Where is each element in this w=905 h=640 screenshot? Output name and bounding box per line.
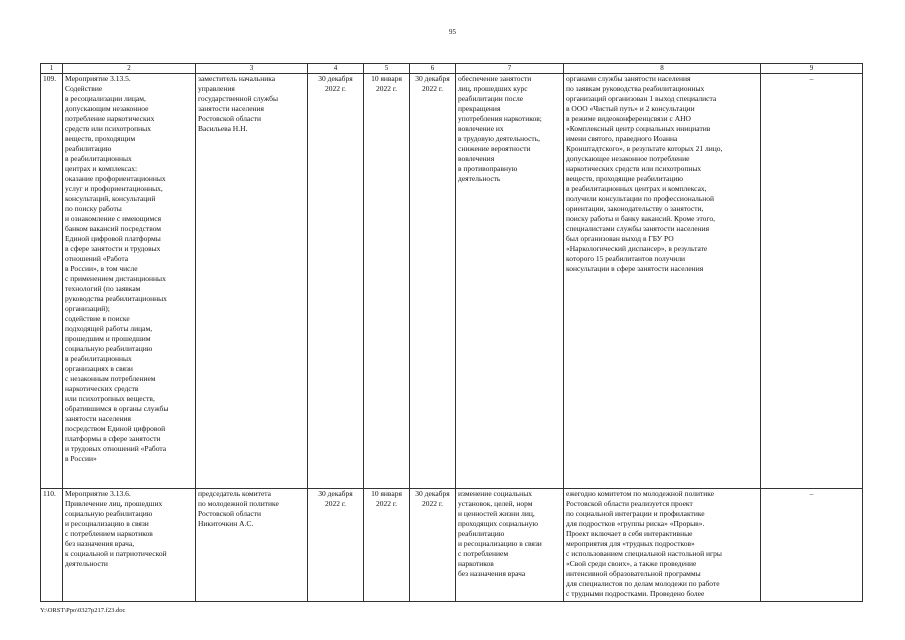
cell-line: органами службы занятости населения [566,74,691,83]
cell-line: технологий (по заявкам [65,284,141,293]
cell-line: с потреблением [458,549,509,558]
cell-line: председатель комитета [198,489,271,498]
cell-line: по молодежной политике [198,499,279,508]
cell-line: занятости населения [65,414,132,423]
cell-line: в ресоциализации лицам, [65,94,146,103]
cell-line: платформы в сфере занятости [65,434,161,443]
cell-line: Ростовской области [198,114,261,123]
cell-line: наркотических средств или психотропных [566,164,702,173]
cell-line: 30 декабря [318,74,353,83]
cell-line: Кронштадтского», в результате которых 21 лицо, [566,144,723,153]
cell-line: Проект включает в себя интерактивные [566,529,693,538]
cell-line: организациях в связи [65,364,133,373]
measure-cell [63,74,196,489]
cell-line: вовлечение их [458,124,504,133]
column-number-row [41,64,863,74]
expected-result-cell [456,74,564,489]
cell-line: к социальной и патриотической [65,549,167,558]
cell-line: с незаконным потреблением [65,374,156,383]
cell-line: веществ, проходящим [65,134,136,143]
cell-line: реабилитации после [458,94,524,103]
cell-line: наркотиков [458,559,494,568]
cell-line: центрах и комплексах: [65,164,138,173]
cell-line: и ценностей жизни лиц, [458,509,535,518]
cell-line: Привлечение лиц, прошедших [65,499,163,508]
cell-line: с использованием специальной настольной игры [566,549,722,558]
cell-line: Никиточкин А.С. [198,519,254,528]
cell-line: допускающим незаконное [65,104,149,113]
cell-line: по социальной интеграции и профилактике [566,509,705,518]
table-row [41,489,863,602]
actual-start-date-cell [364,74,410,489]
col-header: 1 [41,64,63,74]
cell-line: консультации в сфере занятости населения [566,264,704,273]
cell-line: в России», в том числе [65,264,138,273]
cell-line: государственной службы [198,94,278,103]
cell-line: услуг и профориентационных, [65,184,163,193]
cell-line: в сфере занятости и трудовых [65,244,161,253]
col-header: 8 [564,64,761,74]
planned-end-date-cell [308,489,364,602]
cell-line: и трудовых отношений «Работа [65,444,167,453]
cell-line: установок, целей, норм [458,499,533,508]
cell-line: Ростовской области [198,509,261,518]
cell-line: без назначения врача [458,569,526,578]
cell-line: в реабилитационных [65,354,132,363]
planned-end-date-cell [308,74,364,489]
cell-line: с применением дистанционных [65,274,166,283]
cell-line: интенсивной образовательной программы [566,569,701,578]
cell-line: отношений «Работа [65,254,129,263]
note-cell: – [761,74,863,489]
cell-line: «Свой среди своих», а также проведение [566,559,697,568]
cell-line: обратившимся в органы службы [65,404,169,413]
cell-line: ежегодно комитетом по молодежной политике [566,489,715,498]
cell-line: по поиску работы [65,204,122,213]
cell-line: занятости населения [198,104,265,113]
cell-line: употребления наркотиков; [458,114,542,123]
cell-line: деятельность [458,174,501,183]
cell-line: и ресоциализацию в связи [458,539,542,548]
cell-line: для специалистов по делам молодежи по работе [566,579,720,588]
cell-line: в трудовую деятельность, [458,134,541,143]
cell-line: Единой цифровой платформы [65,234,161,243]
cell-line: деятельности [65,559,108,568]
col-header: 6 [410,64,456,74]
actual-end-date-cell [410,489,456,602]
cell-line: 30 декабря [415,74,450,83]
cell-line: веществ, проходящие реабилитацию [566,174,684,183]
cell-line: реабилитацию [65,144,112,153]
note-cell: – [761,489,863,602]
report-table [40,63,863,602]
cell-line: 2022 г. [422,84,443,93]
cell-line: в реабилитационных центрах и комплексах, [566,184,707,193]
cell-line: для подростков «группы риска» «Прорыв». [566,519,705,528]
cell-line: снижение вероятности [458,144,531,153]
cell-line: лиц, прошедших курс [458,84,528,93]
cell-line: мероприятия для «трудных подростков» [566,539,695,548]
col-header: 4 [308,64,364,74]
cell-line: был организован выход в ГБУ РО [566,234,674,243]
cell-line: «Комплексный центр социальных инициатив [566,124,711,133]
file-path-footer: Y:\ORST\Ppo\0327p217.f23.doc [40,607,126,614]
cell-line: наркотических средств [65,384,139,393]
cell-line: 2022 г. [325,84,346,93]
cell-line: вовлечения [458,154,495,163]
cell-line: в реабилитационных [65,154,132,163]
col-header: 5 [364,64,410,74]
cell-line: Содействие [65,84,103,93]
page-number: 95 [449,28,456,36]
cell-line: в противоправную [458,164,518,173]
cell-line: социальную реабилитацию [65,344,153,353]
cell-line: 2022 г. [376,84,397,93]
cell-line: в России» [65,454,97,463]
cell-line: обеспечение занятости [458,74,532,83]
row-number: 110. [41,489,63,602]
cell-line: в ООО «Чистый путь» и 2 консультации [566,104,695,113]
cell-line: ориентации, законодательству о занятости, [566,204,704,213]
cell-line: потребление наркотических [65,114,155,123]
col-header: 3 [196,64,308,74]
cell-line: проходящих социальную [458,519,539,528]
cell-line: с потреблением наркотиков [65,529,153,538]
cell-line: 30 декабря [318,489,353,498]
cell-line: реабилитацию [458,529,505,538]
cell-line: организаций); [65,304,110,313]
cell-line: оказание профориентационных [65,174,166,183]
col-header: 2 [63,64,196,74]
cell-line: получили консультации по профессиональной [566,194,715,203]
responsible-cell [196,489,308,602]
cell-line: руководства реабилитационных [65,294,167,303]
cell-line: в режиме видеоконференцсвязи с АНО [566,114,691,123]
cell-line: Васильева Н.Н. [198,124,248,133]
expected-result-cell [456,489,564,602]
cell-line: средств или психотропных [65,124,151,133]
cell-line: изменение социальных [458,489,532,498]
cell-line: 2022 г. [325,499,346,508]
cell-line: и ресоциализацию в связи [65,519,149,528]
cell-line: без назначения врача, [65,539,135,548]
cell-line: консультаций, консультаций [65,194,156,203]
cell-line: по заявкам руководства реабилитационных [566,84,705,93]
cell-line: и ознакомление с имеющимся [65,214,162,223]
cell-line: 10 января [371,489,402,498]
cell-line: или психотропных веществ, [65,394,155,403]
cell-line: управления [198,84,235,93]
cell-line: посредством Единой цифровой [65,424,166,433]
cell-line: социальную реабилитацию [65,509,153,518]
col-header: 7 [456,64,564,74]
cell-line: содействие в поиске [65,314,130,323]
cell-line: «Наркологический диспансер», в результате [566,244,708,253]
actual-end-date-cell [410,74,456,489]
col-header: 9 [761,64,863,74]
cell-line: которого 15 реабилитантов получили [566,254,686,263]
cell-line: Мероприятие 3.13.6. [65,489,131,498]
cell-line: 2022 г. [422,499,443,508]
cell-line: 10 января [371,74,402,83]
cell-line: организаций организован 1 выход специалиста [566,94,717,103]
cell-line: с трудными подростками. Проведено более [566,589,705,598]
cell-line: специалистами службы занятости населения [566,224,710,233]
cell-line: прошедшим и прошедшим [65,334,151,343]
cell-line: банком вакансий посредством [65,224,162,233]
cell-line: подходящей работы лицам, [65,324,153,333]
cell-line: поиску работы и банку вакансий. Кроме этого, [566,214,715,223]
cell-line: 2022 г. [376,499,397,508]
cell-line: Ростовской области реализуется проект [566,499,693,508]
cell-line: Мероприятие 3.13.5. [65,74,131,83]
cell-line: имени святого, праведного Иоанна [566,134,678,143]
measure-cell [63,489,196,602]
actual-start-date-cell [364,489,410,602]
cell-line: 30 декабря [415,489,450,498]
report-cell [564,489,761,602]
table-row [41,74,863,489]
cell-line: прекращения [458,104,501,113]
responsible-cell [196,74,308,489]
cell-line: допускающее незаконное потребление [566,154,690,163]
row-number: 109. [41,74,63,489]
report-cell [564,74,761,489]
cell-line: заместитель начальника [198,74,276,83]
